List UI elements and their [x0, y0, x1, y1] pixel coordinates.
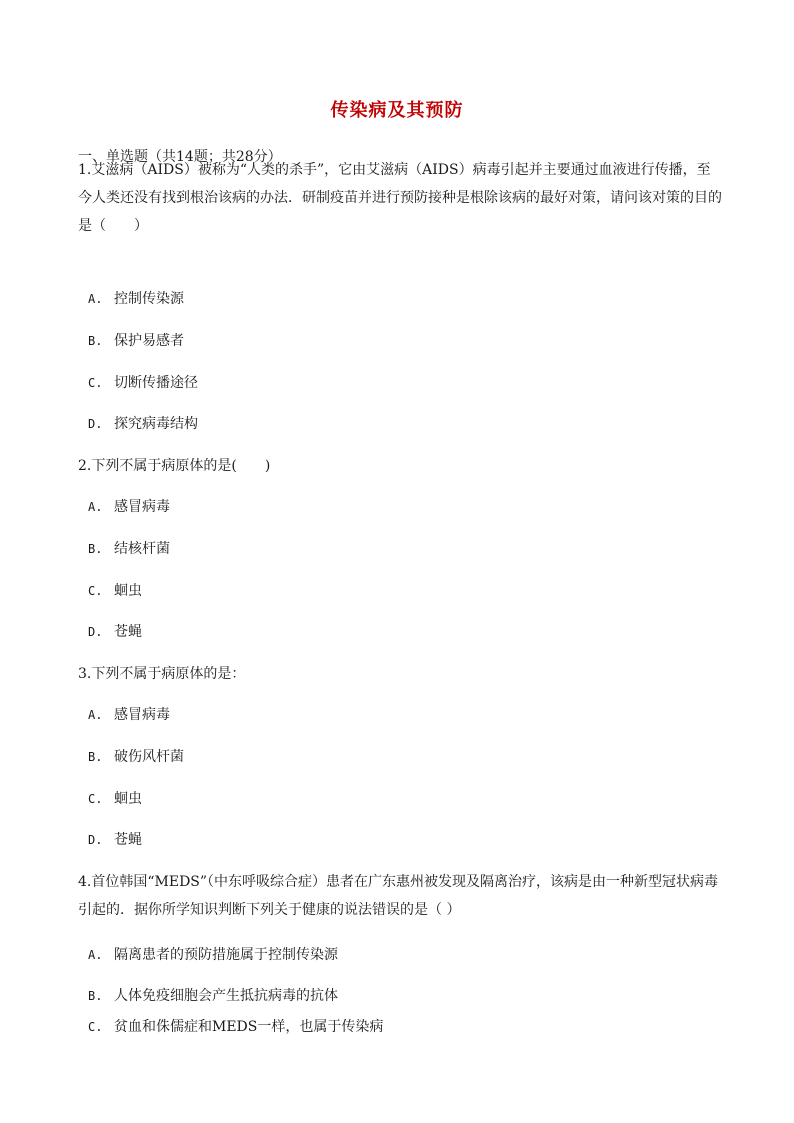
page-title: 传染病及其预防 — [330, 100, 464, 121]
section-heading: 一、单选题（共14题；共28分） — [78, 149, 282, 165]
option-letter: B. — [88, 542, 103, 556]
option-letter: D. — [88, 625, 103, 639]
option-letter: A. — [88, 708, 103, 722]
question-1-option-c — [88, 373, 198, 393]
option-text: 结核杆菌 — [114, 541, 170, 557]
option-text: 保护易感者 — [114, 333, 184, 349]
option-letter: B. — [88, 750, 103, 764]
option-text: 控制传染源 — [114, 291, 184, 307]
question-1-stem: 1.艾滋病（AIDS）被称为“人类的杀手”，它由艾滋病（AIDS）病毒引起并主要通过血液进行传播，至今人类还没有找到根治该病的办法．研制疫苗并进行预防接种是根除该病的最好对策，请问该对策的目的是（ ） — [78, 162, 722, 234]
question-3-stem: 3.下列不属于病原体的是： — [78, 666, 246, 682]
question-4-stem: 4.首位韩国“MEDS”（中东呼吸综合症）患者在广东惠州被发现及隔离治疗，该病是由一种新型冠状病毒引起的．据你所学知识判断下列关于健康的说法错误的是（ ） — [78, 874, 719, 918]
option-letter: A. — [88, 292, 103, 306]
option-text: 切断传播途径 — [114, 375, 198, 391]
question-2-option-b — [88, 539, 170, 559]
question-3-option-b — [88, 747, 184, 767]
option-letter: D. — [88, 417, 103, 431]
option-text: 人体免疫细胞会产生抵抗病毒的抗体 — [114, 988, 338, 1004]
question-3-option-a — [88, 705, 170, 725]
question-2-option-c — [88, 581, 142, 601]
question-4-option-a — [88, 945, 338, 965]
question-3-option-c — [88, 789, 142, 809]
option-letter: C. — [88, 792, 103, 806]
option-letter: A. — [88, 948, 103, 962]
option-text: 贫血和侏儒症和MEDS一样，也属于传染病 — [114, 1019, 384, 1035]
option-text: 感冒病毒 — [114, 499, 170, 515]
question-2-option-a — [88, 497, 170, 517]
option-text: 苍蝇 — [114, 624, 142, 640]
question-1-option-a — [88, 289, 184, 309]
question-2-option-d — [88, 622, 142, 642]
question-4-option-b — [88, 986, 338, 1006]
option-letter: B. — [88, 989, 103, 1003]
question-4-option-c — [88, 1017, 383, 1037]
option-letter: A. — [88, 500, 103, 514]
option-text: 蛔虫 — [114, 583, 142, 599]
option-letter: B. — [88, 334, 103, 348]
option-text: 蛔虫 — [114, 791, 142, 807]
question-1-option-d — [88, 414, 198, 434]
option-text: 探究病毒结构 — [114, 416, 198, 432]
option-letter: C. — [88, 1020, 103, 1034]
option-text: 苍蝇 — [114, 832, 142, 848]
option-letter: C. — [88, 584, 103, 598]
option-text: 隔离患者的预防措施属于控制传染源 — [114, 947, 338, 963]
option-text: 感冒病毒 — [114, 707, 170, 723]
option-text: 破伤风杆菌 — [114, 749, 184, 765]
option-letter: C. — [88, 376, 103, 390]
question-3-option-d — [88, 830, 142, 850]
question-1-option-b — [88, 331, 184, 351]
question-2-stem: 2.下列不属于病原体的是( ) — [78, 458, 271, 474]
option-letter: D. — [88, 833, 103, 847]
